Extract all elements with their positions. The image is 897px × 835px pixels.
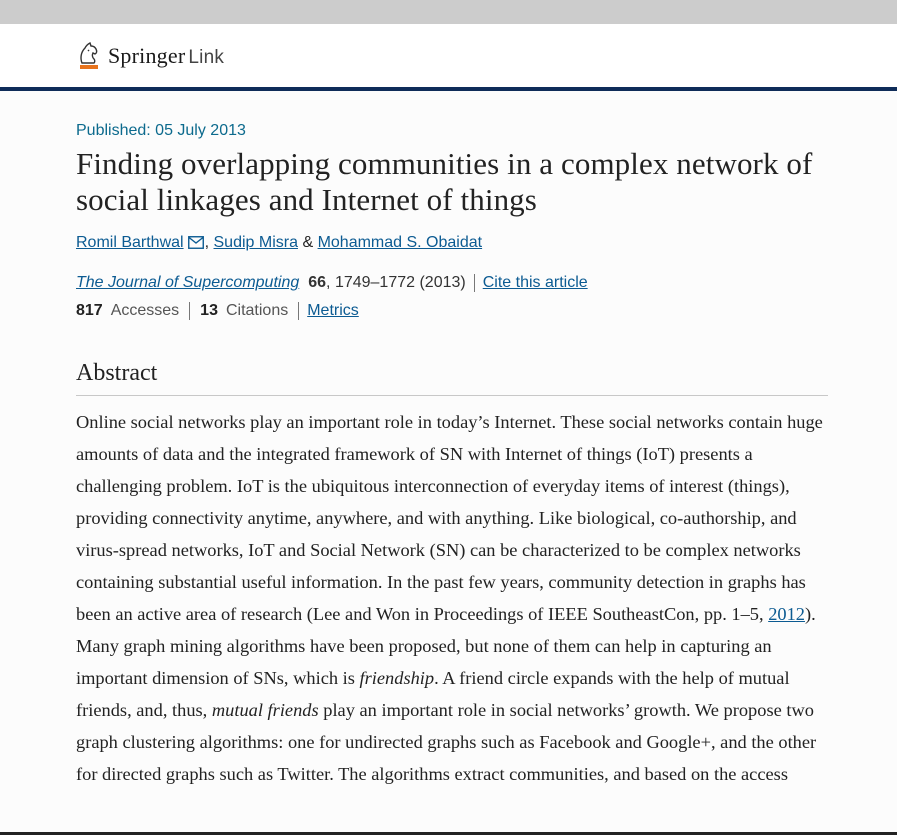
article-title: Finding overlapping communities in a complex network of social linkages and Internet of things (76, 146, 813, 217)
author-link-barthwal[interactable]: Romil Barthwal (76, 234, 184, 251)
journal-link[interactable]: The Journal of Supercomputing (76, 274, 300, 291)
divider (298, 302, 299, 320)
abstract-text (76, 406, 828, 790)
article-metrics-bar (76, 302, 828, 320)
journal-volume: 66 (308, 274, 327, 291)
article-main (76, 122, 828, 808)
site-header (0, 24, 897, 91)
browser-top-bar (0, 0, 897, 24)
author-separator-comma: , (204, 234, 210, 251)
accesses-label: Accesses (110, 302, 180, 319)
divider (474, 274, 475, 292)
abstract-text-part: Online social networks play an important role in today’s Internet. These social networks contain huge amounts of data and the integrated framework of SN with Internet of things (IoT) presents a challenging problem. IoT is the ubiquitous interconnection of everyday items of interest (things), providing connectivity anytime, anywhere, and with anything. Like biological, co-authorship, and virus-spread networks, IoT and Social Network (SN) can be characterized to be complex networks containing substantial useful information. In the past few years, community detection in graphs has been an active area of research (Lee and Won in Proceedings of IEEE SoutheastCon, pp. 1–5, (76, 412, 823, 624)
abstract-text-part: play an important role in social networks’ growth. We propose two graph clustering algorithms: one for undirected graphs such as Facebook and Google+, and the other for directed graphs such as Twitter. The algorithms extract communities, and based on the access (76, 700, 817, 784)
author-link-obaidat[interactable]: Mohammad S. Obaidat (317, 234, 483, 251)
logo-wordmark (108, 43, 224, 69)
published-date: Published: 05 July 2013 (76, 122, 246, 139)
journal-pages-year: , 1749–1772 (2013) (326, 274, 466, 291)
springer-horse-logo-icon (76, 41, 102, 71)
citations-label: Citations (225, 302, 289, 319)
springerlink-logo[interactable] (76, 40, 224, 72)
abstract-heading: Abstract (76, 360, 828, 396)
mail-icon[interactable] (188, 236, 204, 254)
abstract-emphasis: mutual friends (211, 700, 319, 720)
abstract-text-part: ). Many graph mining algorithms have been proposed, but none of them can help in capturing an important dimension of SNs, which is (76, 604, 816, 688)
metrics-link[interactable]: Metrics (307, 302, 359, 319)
author-link-misra[interactable]: Sudip Misra (213, 234, 298, 251)
abstract-text-part: . A friend circle expands with the help of mutual friends, and, thus, (76, 668, 790, 720)
author-separator-amp: & (302, 234, 314, 251)
divider (189, 302, 190, 320)
abstract-emphasis: friendship (359, 668, 435, 688)
author-list (76, 234, 828, 254)
cite-article-link[interactable]: Cite this article (482, 274, 588, 291)
logo-brand: Springer (108, 43, 186, 68)
logo-suffix: Link (188, 47, 225, 68)
citations-count: 13 (200, 302, 218, 319)
reference-link-2012[interactable]: 2012 (768, 604, 805, 624)
citation-line (76, 274, 828, 292)
accesses-count: 817 (76, 302, 103, 319)
